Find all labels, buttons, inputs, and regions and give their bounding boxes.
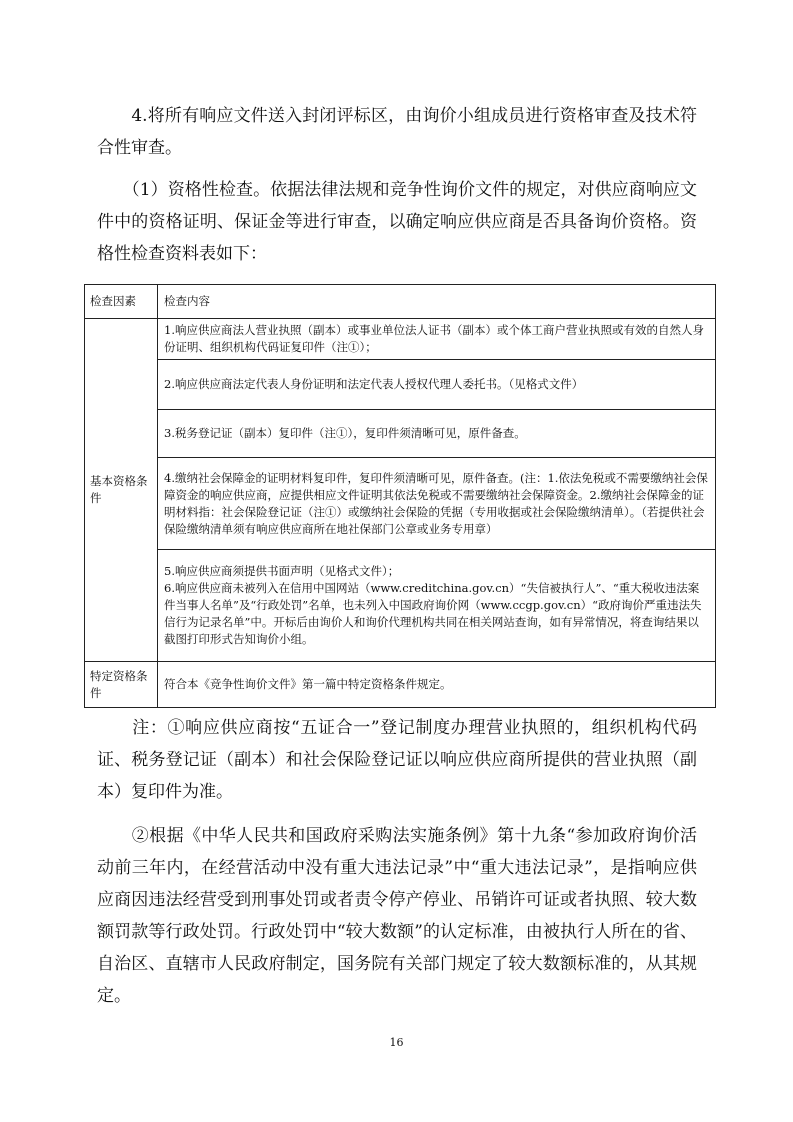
basic-row-1: 1.响应供应商法人营业执照（副本）或事业单位法人证书（副本）或个体工商户营业执照或有效的自然人身份证明、组织机构代码证复印件（注①）； xyxy=(158,319,716,360)
basic-row-5: 5.响应供应商须提供书面声明（见格式文件）； 6.响应供应商未被列入在信用中国网站（www.creditchina.gov.cn）“失信被执行人”、“重大税收违法案件当事人名单”及“行政处罚”名单，也未列入中国政府询价网（www.ccgp.gov.cn）“政府询价严重违法失信行为记录名单”中。开标后由询价人和询价代理机构共同在相关网站查询，如有异常情况，将查询结果以截图打印形式告知询价小组。 xyxy=(158,550,716,662)
table-row xyxy=(85,410,716,458)
basic-row-3: 3.税务登记证（副本）复印件（注①），复印件须清晰可见，原件备查。 xyxy=(158,410,716,458)
header-content: 检查内容 xyxy=(158,285,716,319)
table-row xyxy=(85,550,716,662)
paragraph-qualification-check: （1）资格性检查。依据法律法规和竞争性询价文件的规定，对供应商响应文件中的资格证明、保证金等进行审查，以确定响应供应商是否具备询价资格。资格性检查资料表如下： xyxy=(97,180,697,264)
table-row xyxy=(85,458,716,550)
paragraph-submit-documents: 4.将所有响应文件送入封闭评标区，由询价小组成员进行资格审查及技术符合性审查。 xyxy=(97,106,697,158)
table-row xyxy=(85,360,716,410)
note-five-certificates: 注：①响应供应商按“五证合一”登记制度办理营业执照的，组织机构代码证、税务登记证（副本）和社会保险登记证以响应供应商所提供的营业执照（副本）复印件为准。 xyxy=(97,718,697,802)
basic-qualification-factor: 基本资格条件 xyxy=(85,319,158,662)
special-qualification-content: 符合本《竞争性询价文件》第一篇中特定资格条件规定。 xyxy=(158,662,716,708)
basic-row-2: 2.响应供应商法定代表人身份证明和法定代表人授权代理人委托书。（见格式文件） xyxy=(158,360,716,410)
note-major-violation: ②根据《中华人民共和国政府采购法实施条例》第十九条“参加政府询价活动前三年内，在经营活动中没有重大违法记录”中“重大违法记录”，是指响应供应商因违法经营受到刑事处罚或者责令停产停业、吊销许可证或者执照、较大数额罚款等行政处罚。行政处罚中“较大数额”的认定标准，由被执行人所在的省、自治区、直辖市人民政府制定，国务院有关部门规定了较大数额标准的，从其规定。 xyxy=(97,826,697,1006)
table-row xyxy=(85,662,716,708)
basic-row-4: 4.缴纳社会保障金的证明材料复印件，复印件须清晰可见，原件备查。(注：1.依法免税或不需要缴纳社会保障资金的响应供应商，应提供相应文件证明其依法免税或不需要缴纳社会保障资金。2.缴纳社会保障金的证明材料指：社会保险登记证（注①）或缴纳社会保险的凭据（专用收据或社会保险缴纳清单）。（若提供社会保险缴纳清单须有响应供应商所在地社保部门公章或业务专用章） xyxy=(158,458,716,550)
table-row xyxy=(85,319,716,360)
header-factor: 检查因素 xyxy=(85,285,158,319)
qualification-check-table xyxy=(84,284,716,708)
special-qualification-factor: 特定资格条件 xyxy=(85,662,158,708)
page-number: 16 xyxy=(389,1036,404,1049)
table-header-row xyxy=(85,285,716,319)
